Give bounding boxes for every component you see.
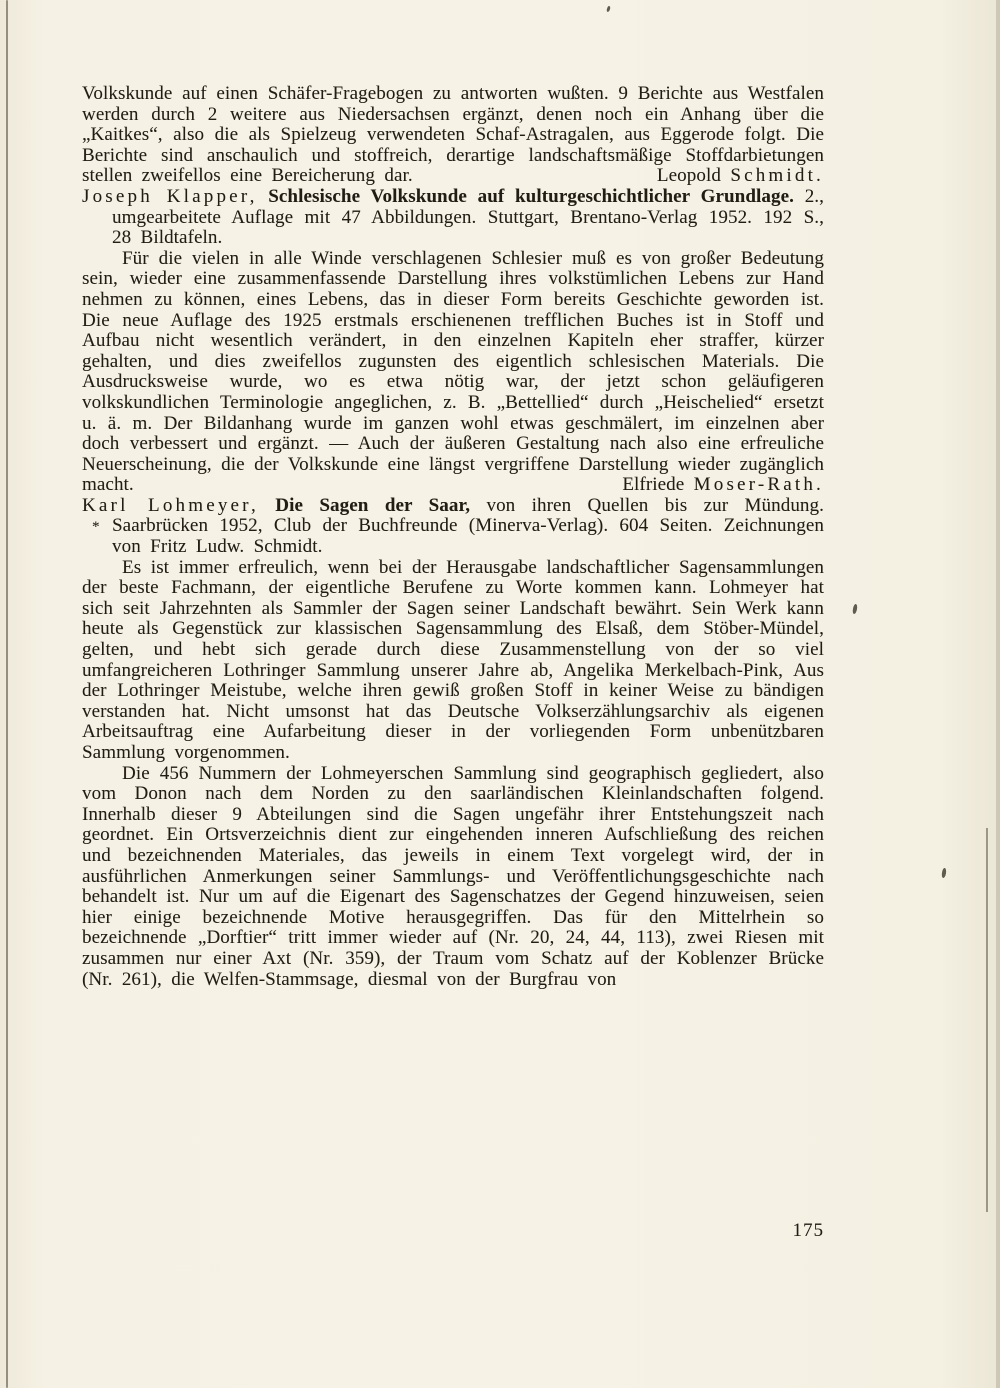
review-title-lohmeyer: Die Sagen der Saar, (275, 494, 471, 516)
paragraph-text: Volkskunde auf einen Schäfer-Fragebogen zu antworten wußten. 9 Berichte aus Westfalen werden durch 2 weitere aus Niedersachsen ergänzt, denen noch ein Anhang über die „Kaitkes“, also die als Spielzeug verwendeten Schaf-Astragalen, aus Eggerode folgt. Die Berichte sind anschaulich und stoffreich, derartige landschaftsmäßige Stoffdarbietungen stellen zweifellos eine Bereicherung dar. (82, 83, 824, 187)
reviewer-signature-moser-rath (564, 475, 824, 496)
margin-mark: * (92, 518, 100, 535)
review-heading-lohmeyer (82, 496, 824, 558)
page-number: 175 (792, 1220, 824, 1241)
review-title-klapper: Schlesische Volkskunde auf kulturgeschichtlicher Grundlage. (268, 185, 794, 207)
scan-edge-line-right (986, 828, 988, 1212)
scan-speck (941, 868, 947, 879)
signature-surname: Moser-Rath. (693, 474, 824, 496)
paragraph-text: Für die vielen in alle Winde verschlagenen Schlesier muß es von großer Bedeutung sein, wieder eine zusammenfassende Darstellung ihres volkstümlichen Lebens zur Hand nehmen zu können, eines Lebens, das in dieser Form bereits Geschichte geworden ist. Die neue Auflage des 1925 erstmals erschienenen trefflichen Buches ist in Stoff und Aufbau nicht wesentlich verändert, in den einzelnen Kapiteln eher straffer, kürzer gehalten, und dies zweifellos zugunsten des eigentlich schlesischen Materials. Die Ausdrucksweise wurde, wo es etwa nötig war, der jetzt schon geläufigeren volkskundlichen Terminologie angeglichen, z. B. „Bettellied“ durch „Heischelied“ ersetzt u. ä. m. Der Bildanhang wurde im ganzen wohl etwas geschmälert, im einzelnen aber doch verbessert und ergänzt. — Auch der äußeren Gestaltung nach also eine erfreuliche Neuerscheinung, die der Volkskunde eine längst vergriffene Darstellung wieder zugänglich macht. (82, 247, 824, 496)
review-details-klapper: 2., umgearbeitete Auflage mit 47 Abbildungen. Stuttgart, Brentano-Verlag 1952. 192 S., 28 Bildtafeln. (112, 185, 824, 249)
reviewer-signature-schmidt (639, 166, 824, 187)
signature-forename: Leopold (656, 165, 721, 187)
signature-forename: Elfriede (622, 474, 685, 496)
review-heading-klapper (82, 187, 824, 249)
review-body-klapper (82, 249, 824, 496)
review-body-lohmeyer-2 (82, 764, 824, 991)
review-author-lohmeyer: Karl Lohmeyer, (82, 494, 259, 516)
review-details-lohmeyer: von ihren Quellen bis zur Mündung. Saarbrücken 1952, Club der Buchfreunde (Minerva-Verlag). 604 Seiten. Zeichnungen von Fritz Ludw. Schmidt. (112, 494, 824, 558)
scan-edge-shadow-right (996, 0, 1000, 1388)
scan-edge-line-left (6, 0, 8, 1388)
text-block (82, 84, 824, 990)
paragraph-text: Es ist immer erfreulich, wenn bei der Herausgabe landschaftlicher Sagensammlungen der beste Fachmann, der eigentliche Berufene zu Worte kommen kann. Lohmeyer hat sich seit Jahrzehnten als Sammler der Sagen seiner Landschaft bewährt. Sein Werk kann heute als Gegenstück zur klassischen Sagensammlung des Elsaß, dem Stöber-Mündel, gelten, und hebt sich gerade durch diese Zusammenstellung von der so viel umfangreicheren Lothringer Sammlung unserer Jahre ab, Angelika Merkelbach-Pink, Aus der Lothringer Meistube, welche ihren gewiß großen Stoff in keiner Weise zu bändigen verstanden hat. Nicht umsonst hat das Deutsche Volkserzählungsarchiv als eigenen Arbeitsauftrag eine Aufarbeitung dieser in der vorliegenden Form unbenützbaren Sammlung vorgenommen. (82, 556, 824, 763)
review-body-lohmeyer-1 (82, 558, 824, 764)
scan-speck (852, 604, 858, 615)
paragraph-review-end-schmidt (82, 84, 824, 187)
scan-speck (606, 6, 611, 13)
paragraph-text: Die 456 Nummern der Lohmeyerschen Sammlung sind geographisch gegliedert, also vom Donon nach dem Norden zu den saarländischen Kleinlandschaften folgend. Innerhalb dieser 9 Abteilungen sind die Sagen ungefähr ihrer Entstehungszeit nach geordnet. Ein Ortsverzeichnis dient zur eingehenden inneren Aufschließung des reichen und bezeichnenden Materiales, das jeweils in einem Text vorgelegt wird, der in ausführlichen Anmerkungen seiner Sammlungs- und Veröffentlichungsgeschichte nach behandelt ist. Nur um auf die Eigenart des Sagenschatzes der Gegend hinzuweisen, seien hier einige bezeichnende Motive herausgegriffen. Das für den Mittelrhein so bezeichnende „Dorftier“ tritt immer wieder auf (Nr. 20, 24, 44, 113), zwei Riesen mit zusammen nur einer Axt (Nr. 359), der Traum vom Schatz auf der Koblenzer Brücke (Nr. 261), die Welfen-Stammsage, diesmal von der Burgfrau von (82, 762, 824, 990)
review-author-klapper: Joseph Klapper, (82, 185, 258, 207)
signature-surname: Schmidt. (730, 165, 824, 187)
